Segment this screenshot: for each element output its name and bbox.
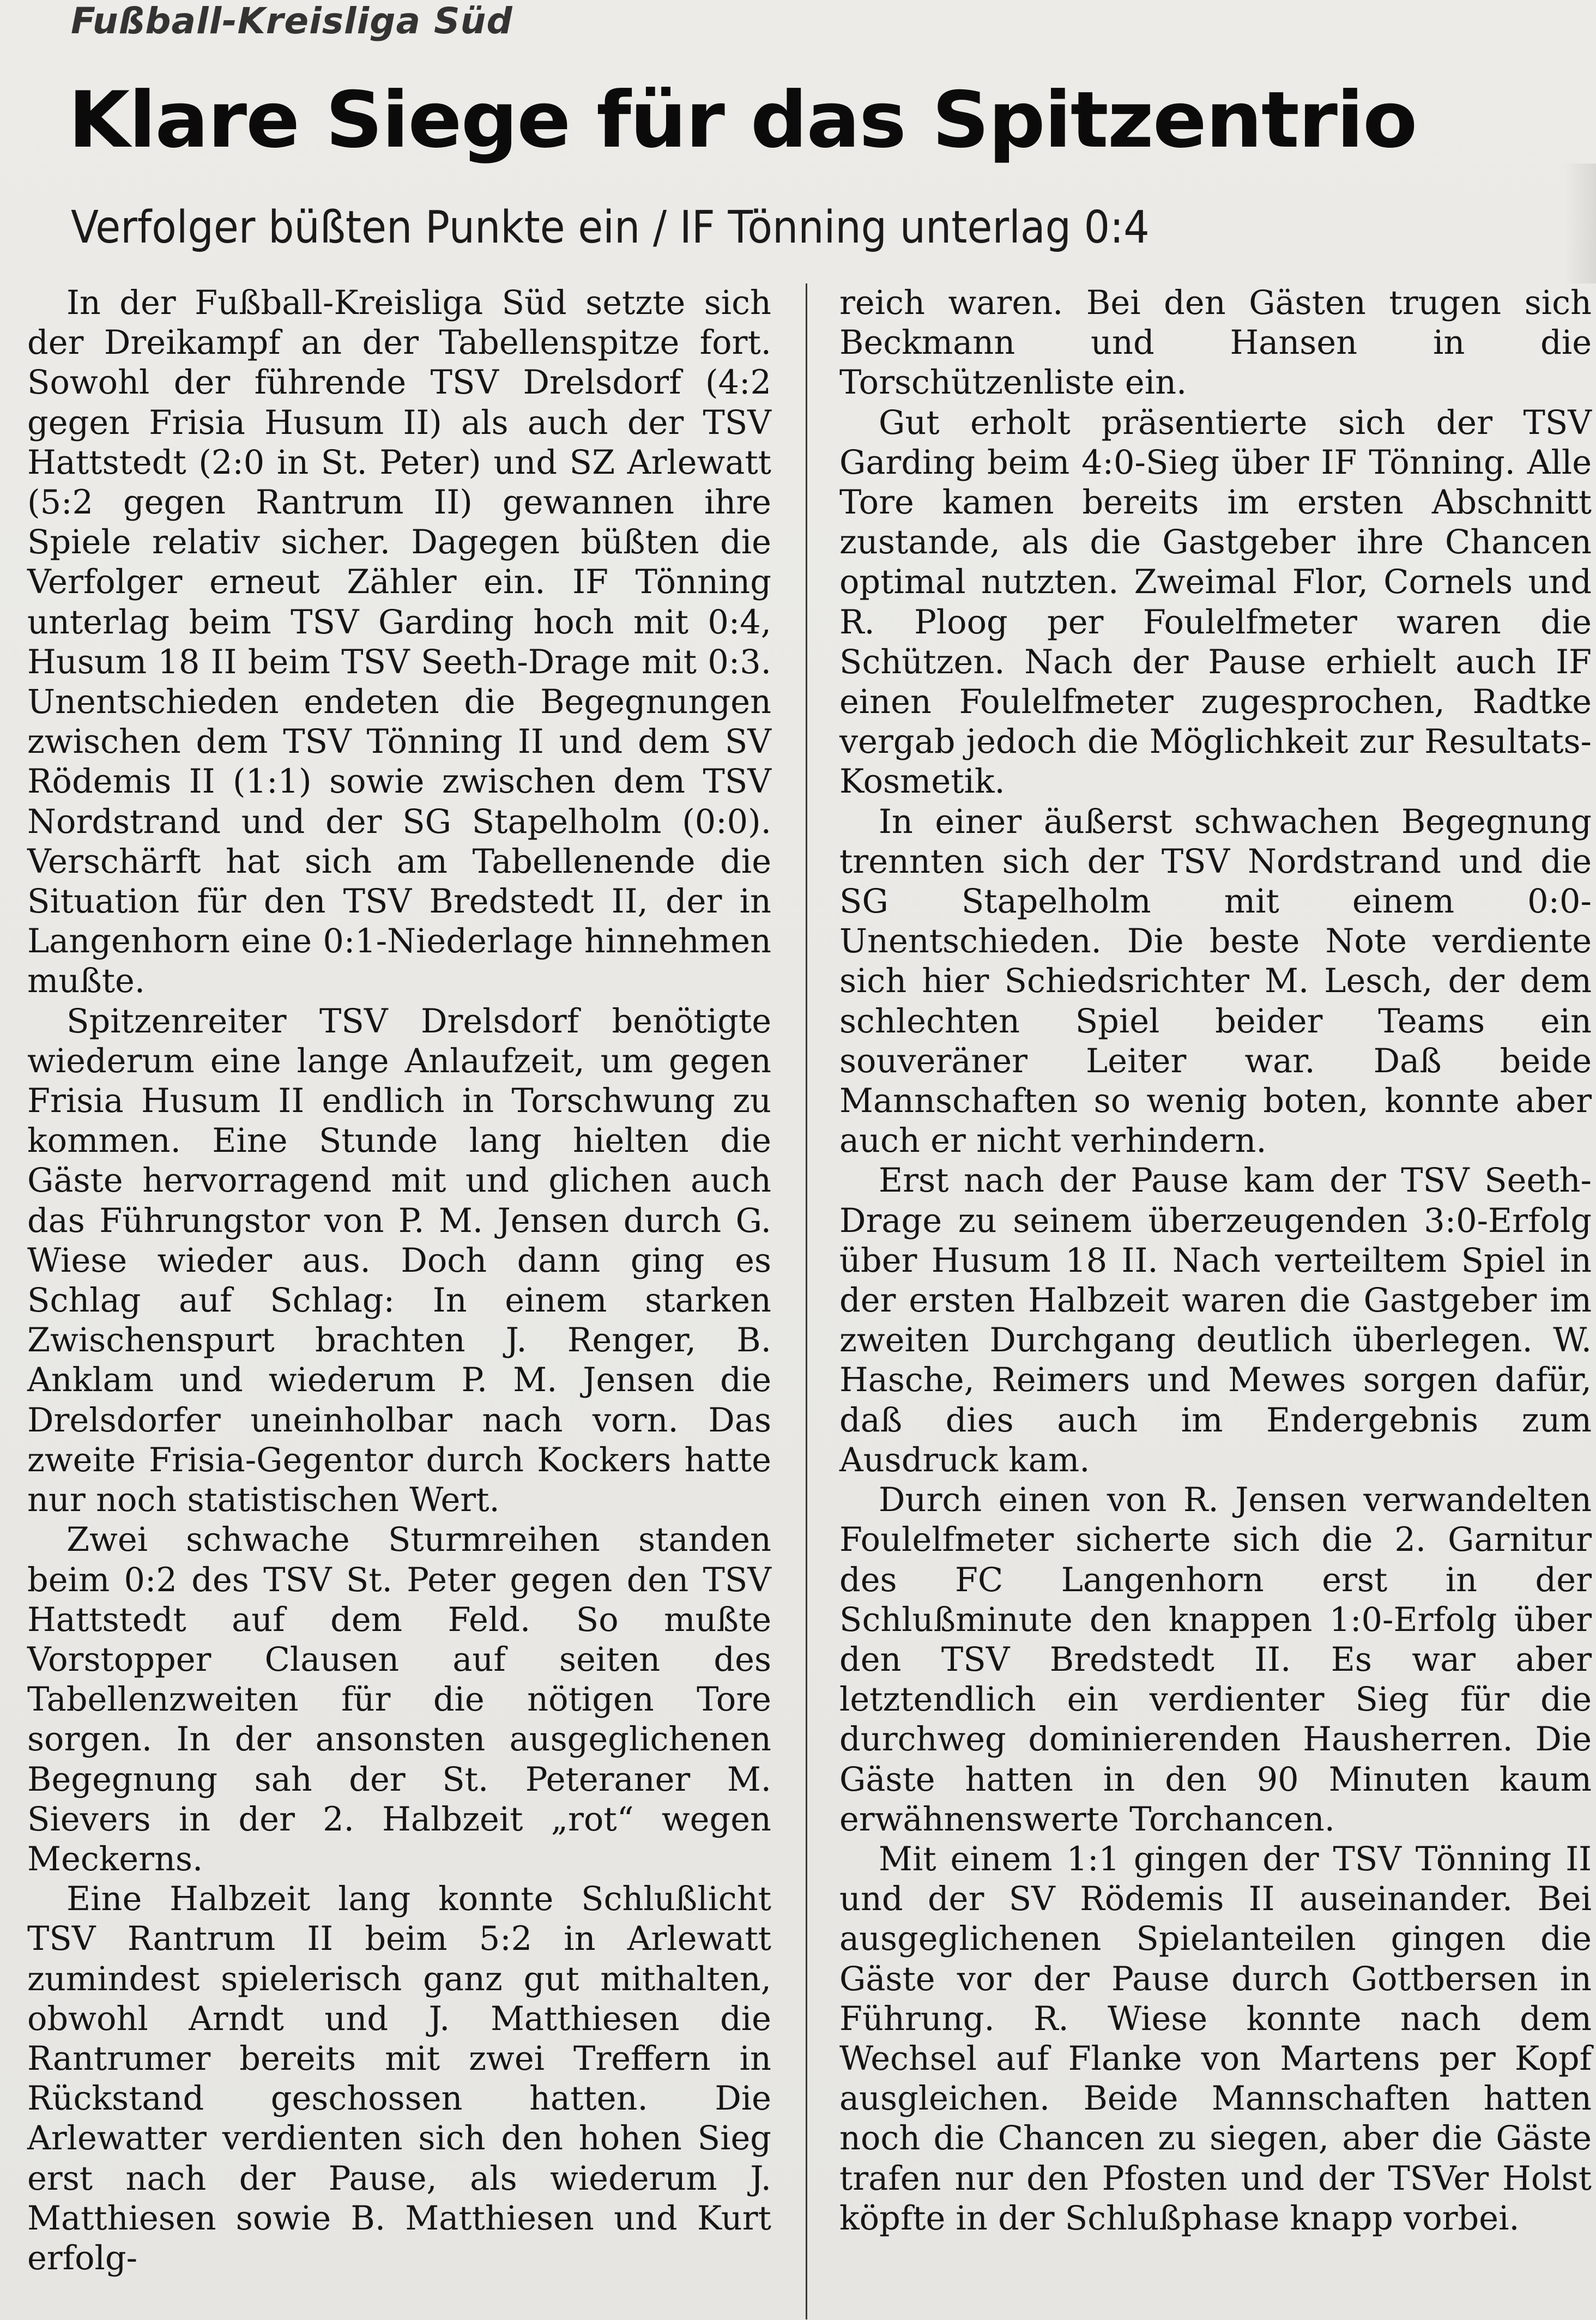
paragraph: Gut erholt präsentierte sich der TSV Garding beim 4:0-Sieg über IF Tönning. Alle Tore kamen bereits im ersten Abschnitt zustande, als die Gastgeber ihre Chancen optimal nutzten. Zweimal Flor, Cornels und R. Ploog per Foulelfmeter waren die Schützen. Nach der Pause erhielt auch IF einen Foulelfmeter zugesprochen, Radtke vergab jedoch die Möglichkeit zur Resultats-Kosmetik.	[839, 403, 1592, 801]
article-column-right	[839, 283, 1592, 2239]
paragraph: In der Fußball-Kreisliga Süd setzte sich der Dreikampf an der Tabellenspitze fort. Sowohl der führende TSV Drelsdorf (4:2 gegen Frisia Husum II) als auch der TSV Hattstedt (2:0 in St. Peter) und SZ Arlewatt (5:2 gegen Rantrum II) gewannen ihre Spiele relativ sicher. Dagegen büßten die Verfolger erneut Zähler ein. IF Tönning unterlag beim TSV Garding hoch mit 0:4, Husum 18 II beim TSV Seeth-Drage mit 0:3. Unentschieden endeten die Begegnungen zwischen dem TSV Tönning II und dem SV Rödemis II (1:1) sowie zwischen dem TSV Nordstrand und der SG Stapelholm (0:0). Verschärft hat sich am Tabellenende die Situation für den TSV Bredstedt II, der in Langenhorn eine 0:1-Niederlage hinnehmen mußte.	[27, 284, 771, 1001]
paragraph-continuation: reich waren. Bei den Gästen trugen sich Beckmann und Hansen in die Torschützenliste ein.	[839, 284, 1592, 402]
article-column-left	[27, 283, 771, 2279]
paragraph: Spitzenreiter TSV Drelsdorf benötigte wiederum eine lange Anlaufzeit, um gegen Frisia Husum II endlich in Torschwung zu kommen. Eine Stunde lang hielten die Gäste hervorragend mit und glichen auch das Führungstor von P. M. Jensen durch G. Wiese wieder aus. Doch dann ging es Schlag auf Schlag: In einem starken Zwischenspurt brachten J. Renger, B. Anklam und wiederum P. M. Jensen die Drelsdorfer uneinholbar nach vorn. Das zweite Frisia-Gegentor durch Kockers hatte nur noch statistischen Wert.	[27, 1002, 771, 1520]
paragraph: Zwei schwache Sturmreihen standen beim 0:2 des TSV St. Peter gegen den TSV Hattstedt auf dem Feld. So mußte Vorstopper Clausen auf seiten des Tabellenzweiten für die nötigen Tore sorgen. In der ansonsten ausgeglichenen Begegnung sah der St. Peteraner M. Sievers in der 2. Halbzeit „rot“ wegen Meckerns.	[27, 1521, 771, 1878]
paragraph: Mit einem 1:1 gingen der TSV Tönning II und der SV Rödemis II auseinander. Bei ausgeglichenen Spielanteilen gingen die Gäste vor der Pause durch Gottbersen in Führung. R. Wiese konnte nach dem Wechsel auf Flanke von Martens per Kopf ausgleichen. Beide Mannschaften hatten noch die Chancen zu siegen, aber die Gäste trafen nur den Pfosten und der TSVer Holst köpfte in der Schlußphase knapp vorbei.	[839, 1840, 1592, 2238]
paragraph: In einer äußerst schwachen Begegnung trennten sich der TSV Nordstrand und die SG Stapelholm mit einem 0:0-Unentschieden. Die beste Note verdiente sich hier Schiedsrichter M. Lesch, der dem schlechten Spiel beider Teams ein souveräner Leiter war. Daß beide Mannschaften so wenig boten, konnte aber auch er nicht verhindern.	[839, 802, 1592, 1161]
column-divider	[806, 283, 807, 2319]
paragraph: Eine Halbzeit lang konnte Schlußlicht TSV Rantrum II beim 5:2 in Arlewatt zumindest spielerisch ganz gut mithalten, obwohl Arndt und J. Matthiesen die Rantrumer bereits mit zwei Treffern in Rückstand geschossen hatten. Die Arlewatter verdienten sich den hohen Sieg erst nach der Pause, als wiederum J. Matthiesen sowie B. Matthiesen und Kurt erfolg-	[27, 1880, 771, 2277]
section-kicker: Fußball-Kreisliga Süd	[71, 0, 513, 42]
headline: Klare Siege für das Spitzentrio	[68, 75, 1417, 165]
bleed-through-shadow	[1563, 164, 1596, 283]
paragraph: Erst nach der Pause kam der TSV Seeth-Drage zu seinem überzeugenden 3:0-Erfolg über Husum 18 II. Nach verteiltem Spiel in der ersten Halbzeit waren die Gastgeber im zweiten Durchgang deutlich überlegen. W. Hasche, Reimers und Mewes sorgen dafür, daß dies auch im Endergebnis zum Ausdruck kam.	[839, 1162, 1592, 1479]
subheadline: Verfolger büßten Punkte ein / IF Tönning unterlag 0:4	[71, 202, 1150, 253]
paragraph: Durch einen von R. Jensen verwandelten Foulelfmeter sicherte sich die 2. Garnitur des FC Langenhorn erst in der Schlußminute den knappen 1:0-Erfolg über den TSV Bredstedt II. Es war aber letztendlich ein verdienter Sieg für die durchweg dominierenden Hausherren. Die Gäste hatten in den 90 Minuten kaum erwähnenswerte Torchancen.	[839, 1481, 1592, 1839]
